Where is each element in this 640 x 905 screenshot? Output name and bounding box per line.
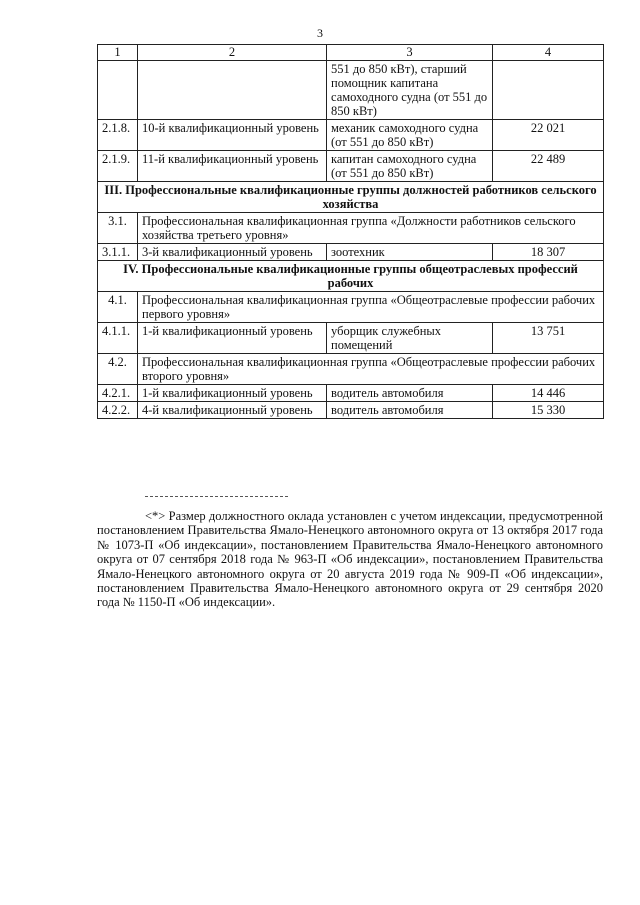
group-row: [98, 354, 604, 385]
section-heading: IV. Профессиональные квалификационные группы общеотраслевых профессий рабочих: [98, 261, 604, 292]
salary-value: 15 330: [493, 402, 604, 419]
table-row: [98, 323, 604, 354]
position-name: механик самоходного судна (от 551 до 850 кВт): [327, 120, 493, 151]
group-code: 4.2.: [98, 354, 138, 385]
qualification-level: 1-й квалификационный уровень: [138, 323, 327, 354]
row-code: 2.1.9.: [98, 151, 138, 182]
footnote-text: [97, 509, 603, 610]
section-heading-row: [98, 261, 604, 292]
group-title: Профессиональная квалификационная группа «Должности работников сельского хозяйства третьего уровня»: [138, 213, 604, 244]
salary-value: 22 021: [493, 120, 604, 151]
footnote-body: <*> Размер должностного оклада установлен с учетом индексации, предусмотренной постановлением Правительства Ямало-Ненецкого автономного округа от 13 октября 2017 года № 1073-П «Об индексации», постановлением Правительства Ямало-Ненецкого автономного округа от 07 сентября 2018 года № 963-П «Об индексации», постановлением Правительства Ямало-Ненецкого автономного округа от 20 августа 2019 года № 909-П «Об индексации», постановлением Правительства Ямало-Ненецкого автономного округа от 29 сентября 2020 года № 1150-П «Об индексации».: [97, 509, 603, 610]
page-number: 3: [317, 26, 323, 40]
row-code: 3.1.1.: [98, 244, 138, 261]
group-code: 3.1.: [98, 213, 138, 244]
qualification-level: 3-й квалификационный уровень: [138, 244, 327, 261]
salary-table: [97, 44, 604, 419]
column-header: 4: [493, 45, 604, 61]
row-code: 2.1.8.: [98, 120, 138, 151]
salary-value: [493, 61, 604, 120]
salary-value: 18 307: [493, 244, 604, 261]
table-row: [98, 120, 604, 151]
column-header: 2: [138, 45, 327, 61]
group-row: [98, 213, 604, 244]
table-row: [98, 61, 604, 120]
qualification-level: 10-й квалификационный уровень: [138, 120, 327, 151]
qualification-level: 1-й квалификационный уровень: [138, 385, 327, 402]
section-heading: III. Профессиональные квалификационные группы должностей работников сельского хозяйства: [98, 182, 604, 213]
position-name: водитель автомобиля: [327, 402, 493, 419]
position-name: 551 до 850 кВт), старший помощник капитана самоходного судна (от 551 до 850 кВт): [327, 61, 493, 120]
position-name: водитель автомобиля: [327, 385, 493, 402]
row-code: 4.1.1.: [98, 323, 138, 354]
table-row: [98, 385, 604, 402]
row-code: 4.2.2.: [98, 402, 138, 419]
group-title: Профессиональная квалификационная группа «Общеотраслевые профессии рабочих первого уровня»: [138, 292, 604, 323]
salary-value: 22 489: [493, 151, 604, 182]
position-name: уборщик служебных помещений: [327, 323, 493, 354]
row-code: 4.2.1.: [98, 385, 138, 402]
footnote-divider: [145, 496, 288, 497]
salary-value: 14 446: [493, 385, 604, 402]
qualification-level: 4-й квалификационный уровень: [138, 402, 327, 419]
column-header: 3: [327, 45, 493, 61]
position-name: капитан самоходного судна (от 551 до 850 кВт): [327, 151, 493, 182]
table-row: [98, 402, 604, 419]
column-header: 1: [98, 45, 138, 61]
table-header-row: [98, 45, 604, 61]
salary-value: 13 751: [493, 323, 604, 354]
group-title: Профессиональная квалификационная группа «Общеотраслевые профессии рабочих второго уровня»: [138, 354, 604, 385]
group-row: [98, 292, 604, 323]
position-name: зоотехник: [327, 244, 493, 261]
qualification-level: [138, 61, 327, 120]
section-heading-row: [98, 182, 604, 213]
row-code: [98, 61, 138, 120]
qualification-level: 11-й квалификационный уровень: [138, 151, 327, 182]
table-row: [98, 244, 604, 261]
table-row: [98, 151, 604, 182]
group-code: 4.1.: [98, 292, 138, 323]
